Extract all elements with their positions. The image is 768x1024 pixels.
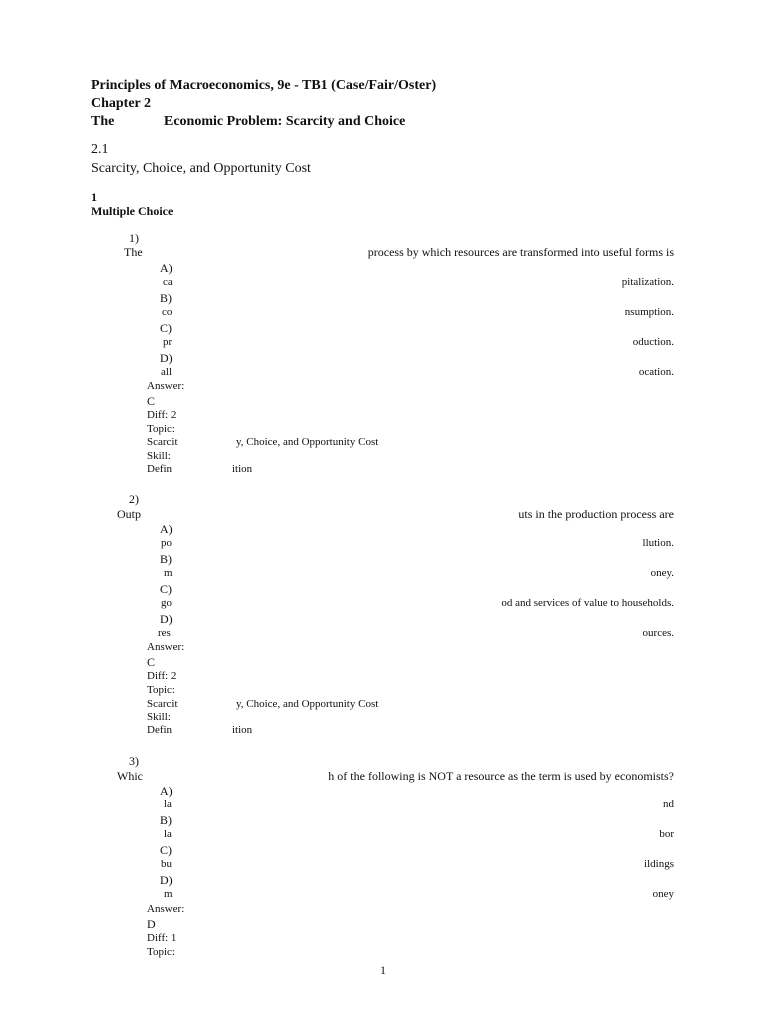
question-number: 1) [129,231,139,245]
answer-value: C [147,394,156,408]
option-label: B) [160,813,172,827]
question-stem-end: h of the following is NOT a resource as the term is used by economists? [328,769,674,783]
option-text-start: po [161,537,172,549]
option-text-start: m [164,567,173,579]
document-title: Principles of Macroeconomics, 9e - TB1 (Case/Fair/Oster) [91,78,437,93]
chapter-word: The [91,114,115,129]
option-text-end: ocation. [638,366,674,378]
skill-end: ition [232,724,253,736]
question-number: 2) [129,492,139,506]
option-label: A) [160,522,173,536]
skill-label: Skill: [147,450,171,462]
option-text-end: ildings [644,858,674,870]
option-text-end: oney [652,888,674,900]
option-text-start: bu [161,858,172,870]
answer-label: Answer: [147,903,185,915]
answer-value: D [147,917,156,931]
option-text-start: la [164,828,172,840]
option-text-start: res [158,627,171,639]
option-text-end: nd [663,798,674,810]
option-text-end: bor [659,828,674,840]
difficulty: Diff: 2 [147,670,177,682]
section-number: 2.1 [91,142,109,157]
option-label: C) [160,321,172,335]
topic-label: Topic: [147,423,175,435]
skill-start: Defin [147,463,173,475]
topic-start: Scarcit [147,436,178,448]
option-text-start: la [164,798,172,810]
topic-label: Topic: [147,946,175,958]
question-stem-end: uts in the production process are [518,507,674,521]
option-label: A) [160,784,173,798]
skill-start: Defin [147,724,173,736]
option-text-end: oney. [650,567,674,579]
question-stem-end: process by which resources are transformed into useful forms is [367,245,674,259]
difficulty: Diff: 1 [147,932,177,944]
option-label: C) [160,843,172,857]
option-label: A) [160,261,173,275]
option-text-start: go [161,597,172,609]
option-label: B) [160,552,172,566]
option-text-start: pr [163,336,173,348]
question-number: 3) [129,754,139,768]
option-text-end: ources. [642,627,674,639]
chapter-title: Economic Problem: Scarcity and Choice [164,114,406,129]
section-part: 1 [91,190,97,204]
answer-label: Answer: [147,380,185,392]
option-text-start: ca [163,276,173,288]
option-label: D) [160,351,173,365]
option-label: D) [160,612,173,626]
question-stem-start: The [124,245,143,259]
option-text-start: all [161,366,172,378]
question-stem-start: Whic [117,769,143,783]
difficulty: Diff: 2 [147,409,177,421]
option-text-end: llution. [642,537,674,549]
option-text-end: pitalization. [621,276,674,288]
topic-start: Scarcit [147,698,178,710]
option-label: B) [160,291,172,305]
chapter-number: Chapter 2 [91,96,152,111]
option-text-start: m [164,888,173,900]
skill-label: Skill: [147,711,171,723]
skill-end: ition [232,463,253,475]
option-text-end: od and services of value to households. [501,597,674,609]
option-text-end: nsumption. [624,306,674,318]
topic-end: y, Choice, and Opportunity Cost [236,698,379,710]
option-text-end: oduction. [632,336,674,348]
answer-value: C [147,655,156,669]
option-label: C) [160,582,172,596]
section-title: Scarcity, Choice, and Opportunity Cost [91,161,311,176]
option-text-start: co [162,306,173,318]
question-type: Multiple Choice [91,204,174,218]
topic-label: Topic: [147,684,175,696]
option-label: D) [160,873,173,887]
answer-label: Answer: [147,641,185,653]
topic-end: y, Choice, and Opportunity Cost [236,436,379,448]
page-number: 1 [380,963,386,977]
question-stem-start: Outp [117,507,141,521]
